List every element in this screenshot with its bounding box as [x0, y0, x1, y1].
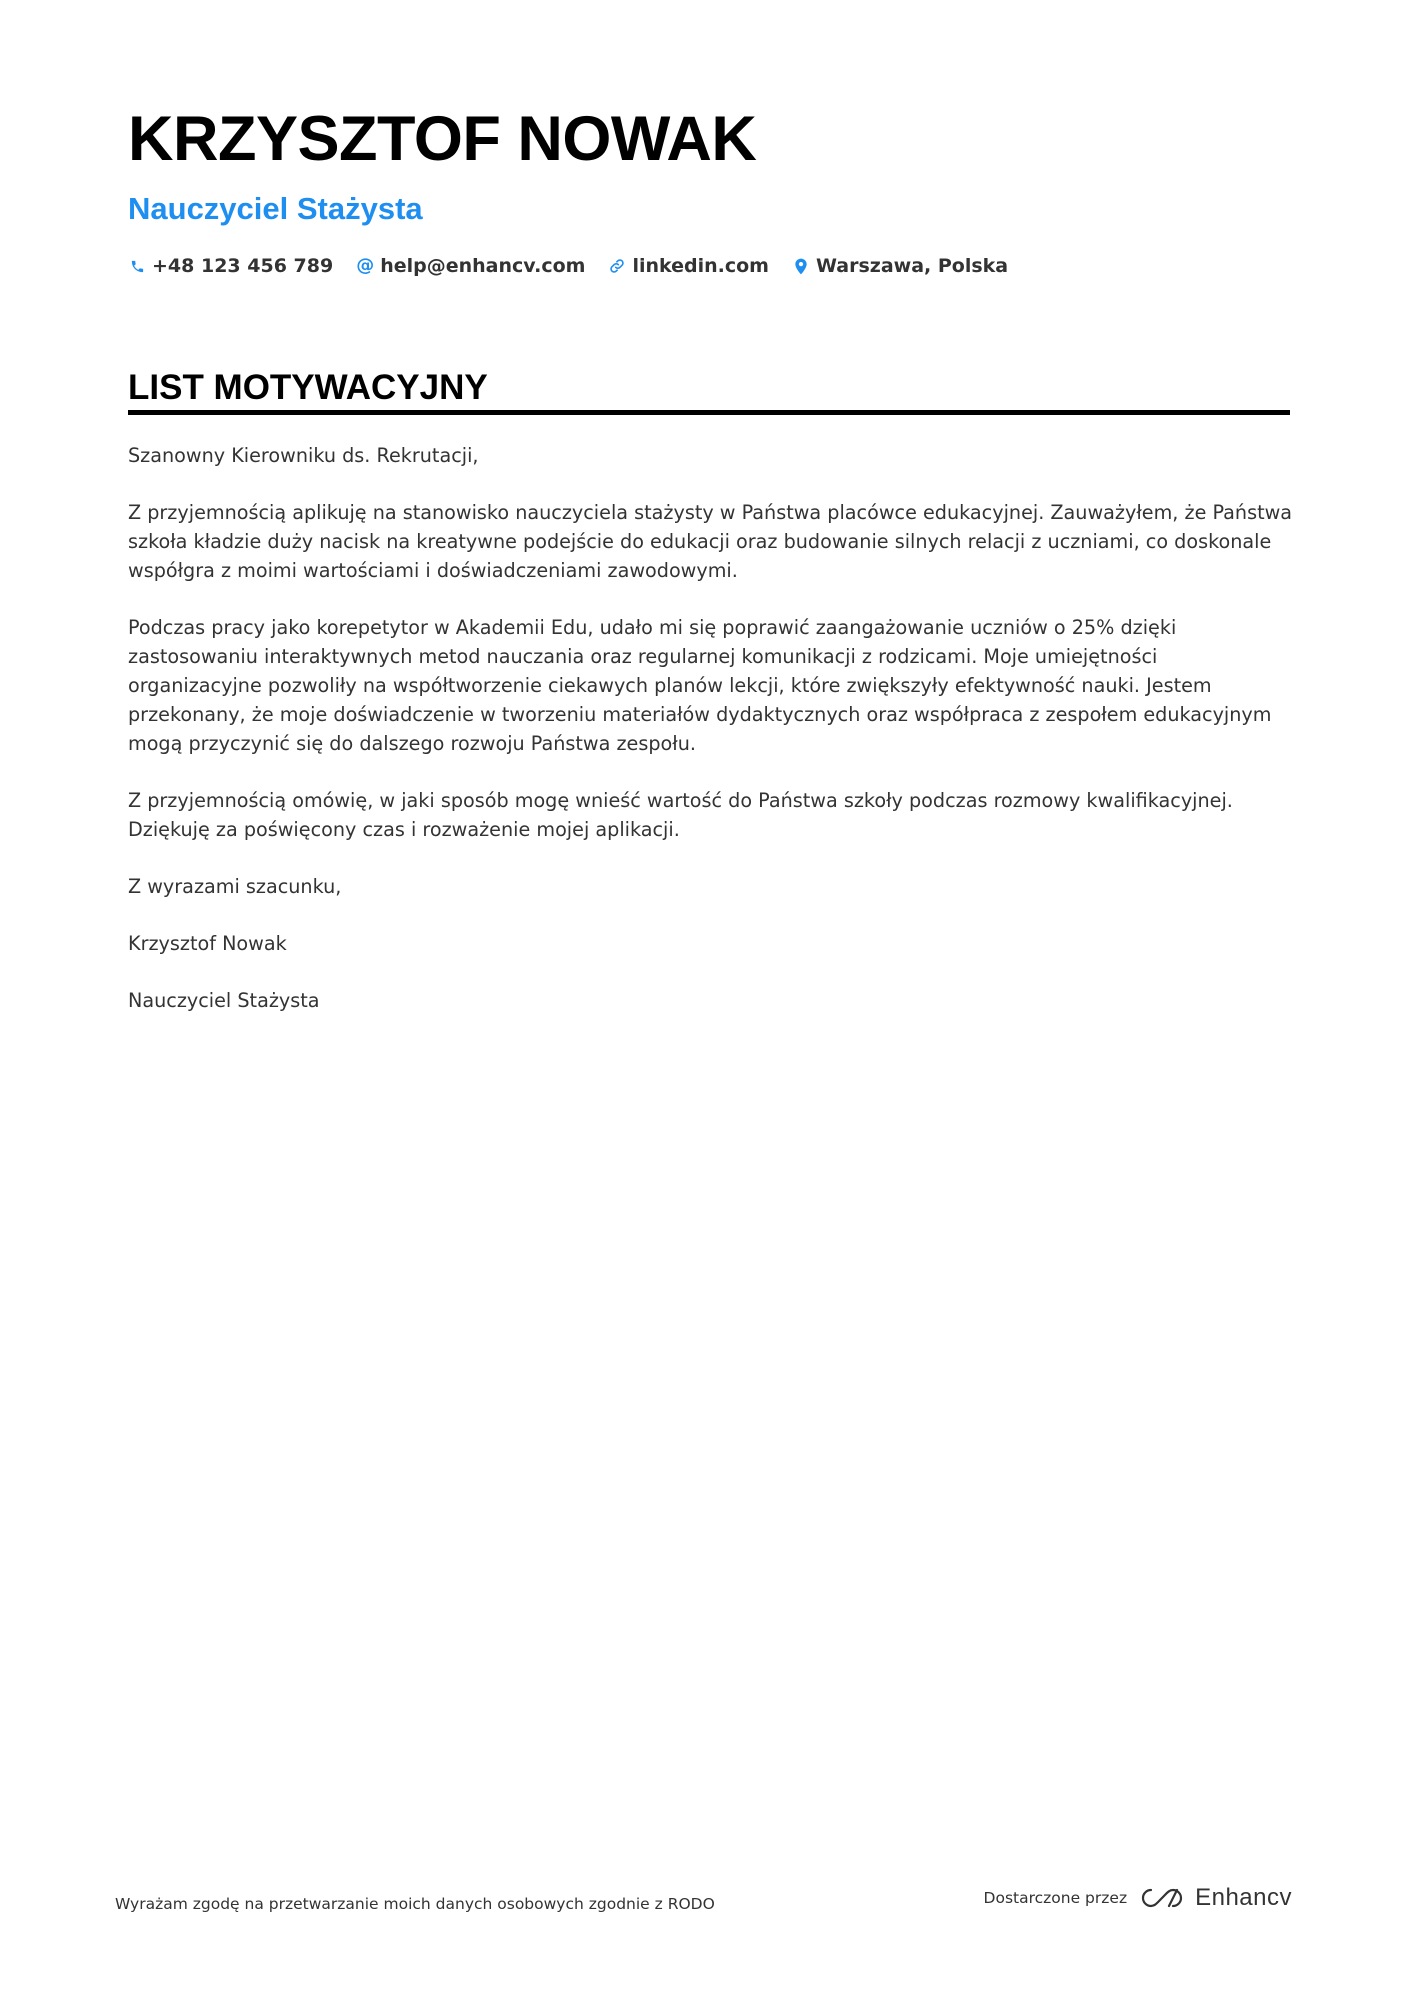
location-pin-icon	[792, 257, 810, 275]
signature-title: Nauczyciel Stażysta	[128, 989, 320, 1012]
candidate-name: KRZYSZTOF NOWAK	[128, 104, 757, 174]
contact-phone-text: +48 123 456 789	[152, 255, 334, 277]
contact-email[interactable]	[356, 255, 585, 277]
enhancv-logo-icon	[1139, 1886, 1185, 1910]
provided-by-footer	[984, 1884, 1292, 1912]
contact-phone	[128, 255, 333, 277]
letter-paragraph: Z przyjemnością aplikuję na stanowisko nauczyciela stażysty w Państwa placówce edukacyjnej. Zauważyłem, że Państwa szkoła kładzie duży nacisk na kreatywne podejście do edukacji oraz budowanie silnych relacji z uczniami, co doskonale współgra z moimi wartościami i doświadczeniami zawodowymi.	[128, 501, 1293, 582]
gdpr-consent-text: Wyrażam zgodę na przetwarzanie moich danych osobowych zgodnie z RODO	[115, 1895, 715, 1913]
section-title: LIST MOTYWACYJNY	[128, 368, 488, 407]
link-icon	[608, 257, 626, 275]
contact-location	[792, 255, 1008, 277]
section-divider	[128, 410, 1290, 415]
contact-info-row	[128, 255, 1031, 277]
provided-by-text: Dostarczone przez	[983, 1889, 1128, 1907]
phone-icon	[128, 257, 146, 275]
at-icon: @	[356, 255, 375, 276]
contact-linkedin[interactable]	[608, 255, 769, 277]
enhancv-logo[interactable]	[1139, 1884, 1292, 1912]
letter-body	[128, 441, 1296, 1043]
signature-name: Krzysztof Nowak	[128, 932, 287, 955]
contact-email-text[interactable]: help@enhancv.com	[380, 255, 586, 277]
contact-linkedin-text[interactable]: linkedin.com	[632, 255, 769, 277]
letter-paragraph: Podczas pracy jako korepetytor w Akademii Edu, udało mi się poprawić zaangażowanie uczniów o 25% dzięki zastosowaniu interaktywnych metod nauczania oraz regularnej komunikacji z rodzicami. Moje umiejętności organizacyjne pozwoliły na współtworzenie ciekawych planów lekcji, które zwiększyły efektywność nauki. Jestem przekonany, że moje doświadczenie w tworzeniu materiałów dydaktycznych oraz współpraca z zespołem edukacyjnym mogą przyczynić się do dalszego rozwoju Państwa zespołu.	[128, 616, 1272, 755]
candidate-job-title: Nauczyciel Stażysta	[128, 191, 423, 226]
letter-greeting: Szanowny Kierowniku ds. Rekrutacji,	[128, 444, 479, 467]
contact-location-text: Warszawa, Polska	[815, 255, 1009, 277]
brand-name: Enhancv	[1195, 1884, 1292, 1911]
letter-closing: Z wyrazami szacunku,	[128, 875, 342, 898]
letter-paragraph: Z przyjemnością omówię, w jaki sposób mogę wnieść wartość do Państwa szkoły podczas rozmowy kwalifikacyjnej. Dziękuję za poświęcony czas i rozważenie mojej aplikacji.	[128, 789, 1233, 841]
